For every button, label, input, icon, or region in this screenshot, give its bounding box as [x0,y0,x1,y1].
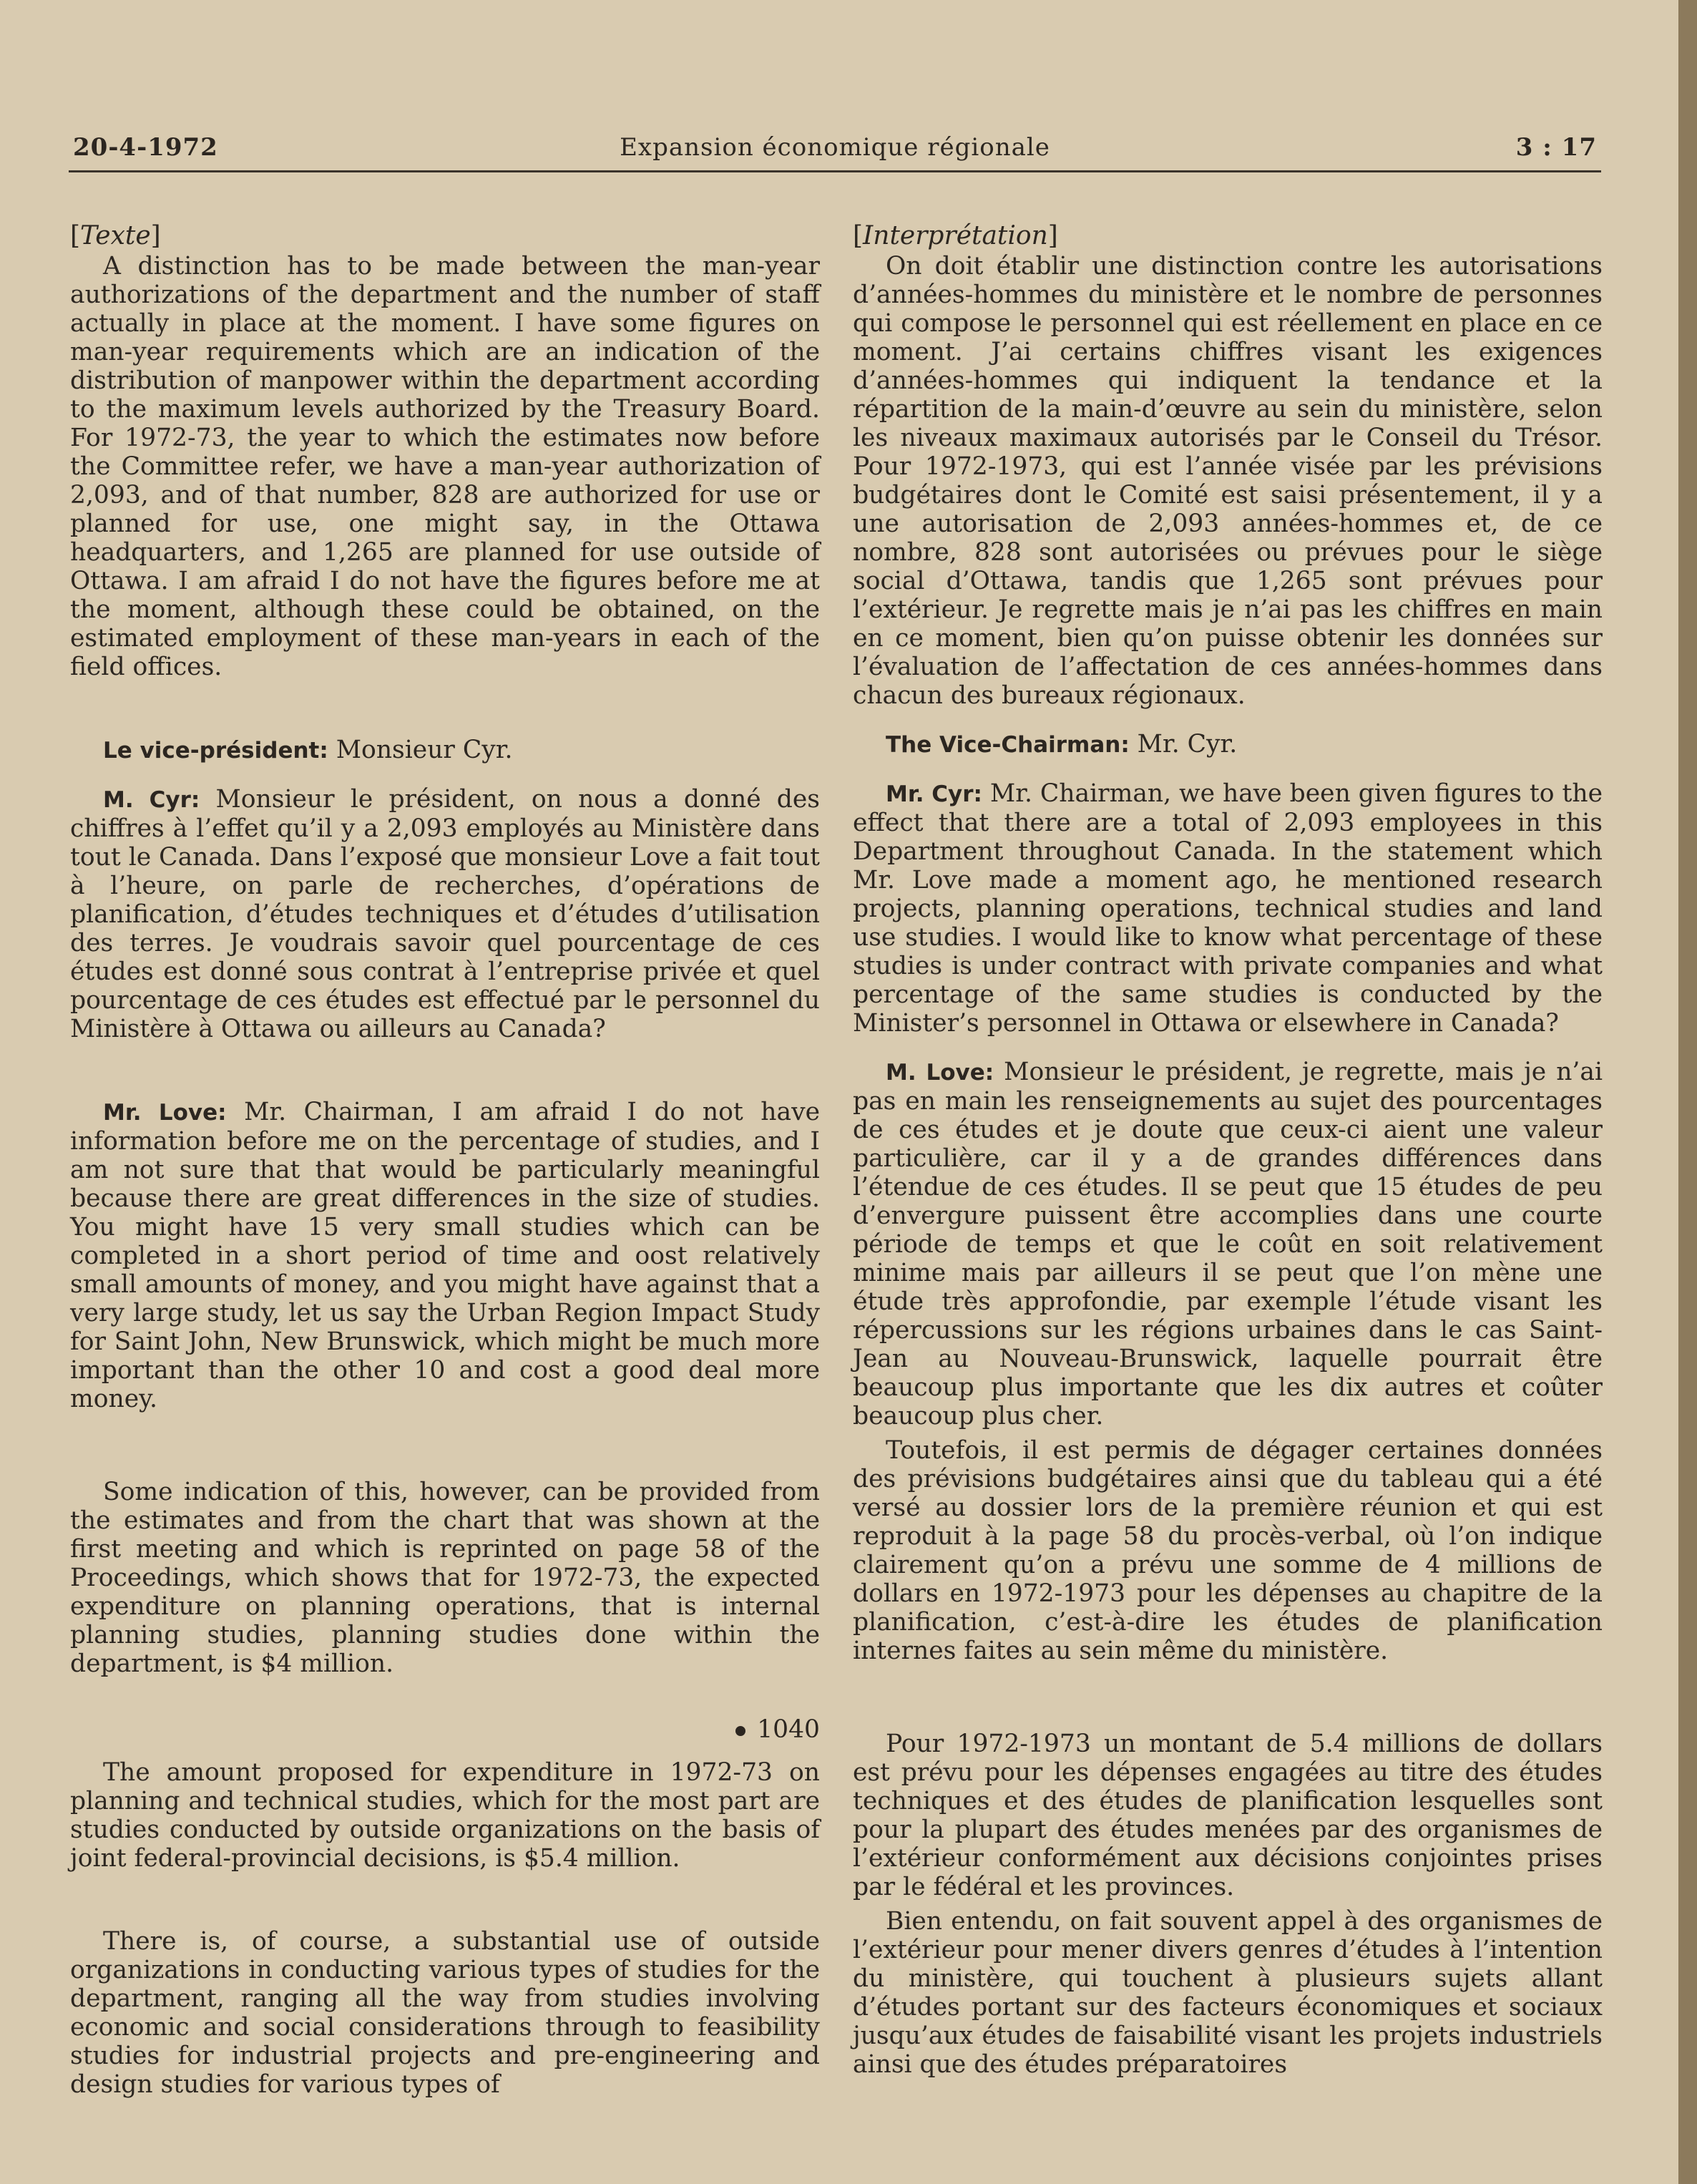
paragraph: M. Love: Monsieur le président, je regrette, mais je n’ai pas en main les renseignements au sujet des pourcentages de ces études et je doute que ceux-ci aient une valeur particulière, car il y a de grandes différences dans l’étendue de ces études. Il se peut que 15 études de peu d’envergure puissent être accomplies dans une courte période de temps et que le coût en soit relativement minime mais par ailleurs il se peut que l’on mène une étude très approfondie, par exemple l’étude visant les répercussions sur les régions urbaines dans le cas Saint-Jean au Nouveau-Brunswick, laquelle pourrait être beaucoup plus importante que les dix autres et coûter beaucoup plus cher. [853,1058,1603,1430]
paragraph: A distinction has to be made between the man-year authorizations of the department and the number of staff actually in place at the moment. I have some figures on man-year requirements which are an indication of the distribution of manpower within the department according to the maximum levels authorized by the Treasury Board. For 1972-73, the year to which the estimates now before the Committee refer, we have a man-year authorization of 2,093, and of that number, 828 are authorized for use or planned for use, one might say, in the Ottawa headquarters, and 1,265 are planned for use outside of Ottawa. I am afraid I do not have the figures before me at the moment, although these could be obtained, on the estimated employment of these man-years in each of the field offices. [70,252,820,681]
paragraph: On doit établir une distinction contre les autorisations d’années-hommes du ministère et le nombre de personnes qui compose le personnel qui est réellement en place en ce moment. J’ai certains chiffres visant les exigences d’années-hommes qui indiquent la tendance et la répartition de la main-d’œuvre au sein du ministère, selon les niveaux maximaux autorisés par le Conseil du Trésor. Pour 1972-1973, qui est l’année visée par les prévisions budgétaires dont le Comité est saisi présentement, il y a une autorisation de 2,093 années-hommes et, de ce nombre, 828 sont autorisées ou prévues pour le siège social d’Ottawa, tandis que 1,265 sont prévues pour l’extérieur. Je regrette mais je n’ai pas les chiffres en main en ce moment, bien qu’on puisse obtenir les données sur l’évaluation de l’affectation de ces années-hommes dans chacun des bureaux régionaux. [853,252,1603,710]
header-date: 20-4-1972 [73,133,218,162]
time-marker: 1040 [70,1715,820,1744]
speaker-name: M. Love: [886,1060,994,1086]
paragraph: Toutefois, il est permis de dégager certaines données des prévisions budgétaires ainsi que du tableau qui a été versé au dossier lors de la première réunion et qui est reproduit à la page 58 du procès-verbal, où l’on indique clairement qu’on a prévu une somme de 4 millions de dollars en 1972-1973 pour les dépenses au chapitre de la planification, c’est-à-dire les études de planification internes faites au sein même du ministère. [853,1436,1603,1665]
section-label: [Interprétation] [853,221,1058,250]
paragraph: Mr. Cyr: Mr. Chairman, we have been given figures to the effect that there are a total of 2,093 employees in this Department throughout Canada. In the statement which Mr. Love made a moment ago, he mentioned research projects, planning operations, technical studies and land use studies. I would like to know what percentage of these studies is under contract with private companies and what percentage of the same studies is conducted by the Minister’s personnel in Ottawa or elsewhere in Canada? [853,779,1603,1038]
page-header [69,133,1601,172]
right-column-french [853,222,1603,2155]
speaker-name: M. Cyr: [103,787,200,813]
paragraph: Le vice-président: Monsieur Cyr. [103,736,513,764]
section-label: [Texte] [70,221,161,250]
bullet-dot-icon [735,1726,745,1736]
speaker-name: Mr. Cyr: [886,781,982,807]
left-column-english [70,222,820,2155]
paragraph: There is, of course, a substantial use of outside organizations in conducting various types of studies for the department, ranging all the way from studies involving economic and social considerations through to feasibility studies for industrial projects and pre-engineering and design studies for various types of [70,1927,820,2099]
paragraph: Bien entendu, on fait souvent appel à des organismes de l’extérieur pour mener divers genres d’études à l’intention du ministère, qui touchent à plusieurs sujets allant d’études portant sur des facteurs économiques et sociaux jusqu’aux études de faisabilité visant les projets industriels ainsi que des études préparatoires [853,1907,1603,2079]
paragraph: Pour 1972-1973 un montant de 5.4 millions de dollars est prévu pour les dépenses engagées au titre des études techniques et des études de planification lesquelles sont pour la plupart des études menées par des organismes de l’extérieur conformément aux décisions conjointes prises par le fédéral et les provinces. [853,1730,1603,1901]
paragraph: Mr. Love: Mr. Chairman, I am afraid I do not have information before me on the percentage of studies, and I am not sure that that would be particularly meaningful because there are great differences in the size of studies. You might have 15 very small studies which can be completed in a short period of time and oost relatively small amounts of money, and you might have against that a very large study, let us say the Urban Region Impact Study for Saint John, New Brunswick, which might be much more important than the other 10 and cost a good deal more money. [70,1098,820,1413]
speaker-name: Le vice-président: [103,738,328,764]
page-edge [1678,0,1697,2184]
paragraph: Some indication of this, however, can be provided from the estimates and from the chart that was shown at the first meeting and which is reprinted on page 58 of the Proceedings, which shows that for 1972-73, the expected expenditure on planning operations, that is internal planning studies, planning studies done within the department, is $4 million. [70,1478,820,1678]
speaker-name: Mr. Love: [103,1100,227,1126]
header-page-number: 3 : 17 [1515,133,1597,162]
paragraph: The Vice-Chairman: Mr. Cyr. [886,730,1238,759]
header-title: Expansion économique régionale [620,133,1050,162]
paragraph: M. Cyr: Monsieur le président, on nous a donné des chiffres à l’effet qu’il y a 2,093 employés au Ministère dans tout le Canada. Dans l’exposé que monsieur Love a fait tout à l’heure, on parle de recherches, d’opérations de planification, d’études techniques et d’études d’utilisation des terres. Je voudrais savoir quel pourcentage de ces études est donné sous contrat à l’entreprise privée et quel pourcentage de ces études est effectué par le personnel du Ministère à Ottawa ou ailleurs au Canada? [70,785,821,1043]
speaker-name: The Vice-Chairman: [886,732,1130,758]
paragraph: The amount proposed for expenditure in 1972-73 on planning and technical studies, which for the most part are studies conducted by outside organizations on the basis of joint federal-provincial decisions, is $5.4 million. [70,1758,820,1873]
